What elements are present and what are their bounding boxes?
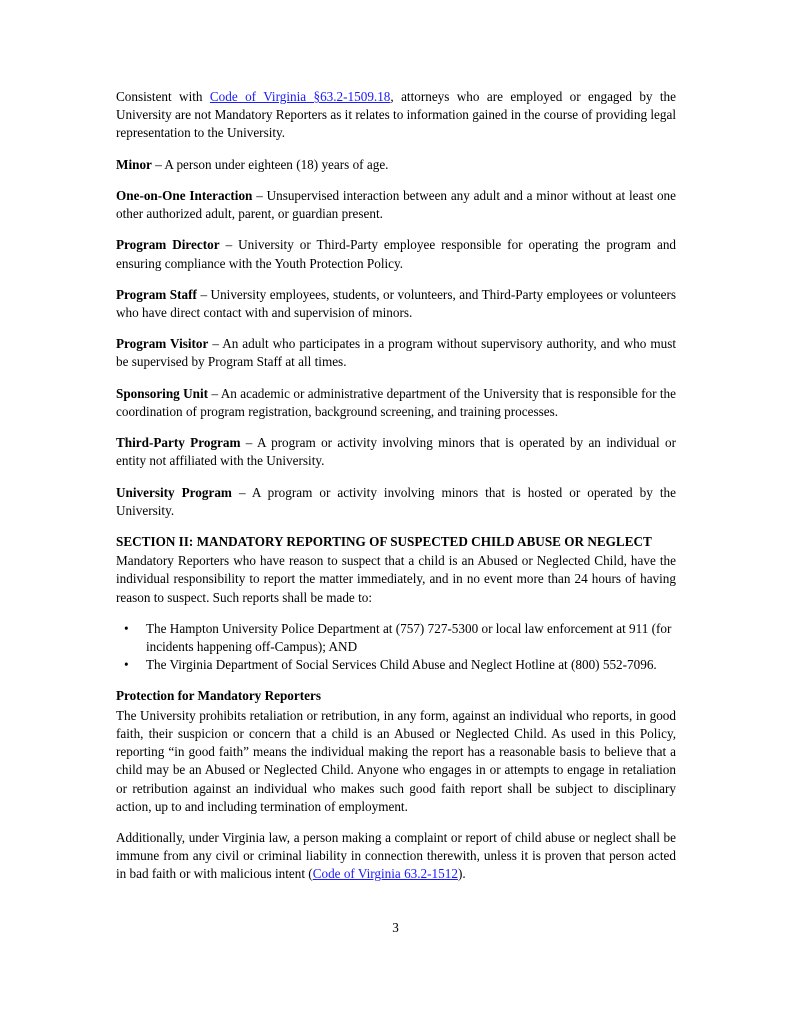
code-of-virginia-1512-link[interactable]: Code of Virginia 63.2-1512 (312, 866, 458, 882)
code-of-virginia-link[interactable]: Code of Virginia §63.2-1509.18 (209, 89, 391, 104)
list-item-text: The Hampton University Police Department at (757) 727-5300 or local law enforcement at 911 (for incidents happening off-Campus); AND (146, 620, 672, 655)
paragraph-lead-text: Consistent with (116, 89, 210, 104)
definition-term: Program Visitor (116, 336, 209, 352)
definition-text: – A program or activity involving minors that is hosted or operated by the University. (116, 484, 676, 518)
definition-text: – University employees, students, or volunteers, and Third-Party employees or volunteers who have direct contact with and supervision of minors. (116, 286, 676, 320)
list-item (124, 620, 676, 656)
definition-text: – A program or activity involving minors that is operated by an individual or entity not affiliated with the University. (116, 435, 676, 469)
immunity-tail-text: ). (457, 866, 466, 882)
protection-body: The University prohibits retaliation or retribution, in any form, against an individual who reports, in good faith, their suspicion or concern that a child is an Abused or Neglected Child. As used in this Policy, reporting “in good faith” means the individual making the report has a reasonable basis to believe that a child may be an Abused or Neglected Child. Anyone who engages in or attempts to engage in retaliation or retribution against an individual who makes such good faith report shall be subject to disciplinary action, up to and including termination of employment. (116, 707, 676, 814)
definition-term: One-on-One Interaction (116, 187, 253, 203)
list-item-text: The Virginia Department of Social Services Child Abuse and Neglect Hotline at (800) 552-7096. (146, 657, 657, 673)
immunity-paragraph (116, 829, 676, 884)
section-ii-intro: Mandatory Reporters who have reason to suspect that a child is an Abused or Neglected Child, have the individual responsibility to report the matter immediately, and in no event more than 24 hours of having reason to suspect. Such reports shall be made to: (116, 553, 676, 605)
bullet-icon: • (124, 620, 129, 636)
paragraph-attorneys (116, 88, 676, 143)
definition-one-on-one-interaction (116, 187, 676, 223)
definition-term: Minor (116, 156, 152, 172)
definition-program-staff (116, 286, 676, 322)
definition-sponsoring-unit (116, 385, 676, 421)
bullet-icon: • (124, 657, 129, 673)
definition-text: – Unsupervised interaction between any adult and a minor without at least one other authorized adult, parent, or guardian present. (116, 187, 676, 222)
definition-term: Third-Party Program (116, 435, 241, 451)
definition-text: – University or Third-Party employee responsible for operating the program and ensuring compliance with the Youth Protection Policy. (116, 237, 677, 271)
definition-term: University Program (116, 484, 232, 500)
definition-third-party-program (116, 434, 676, 470)
list-item (124, 656, 676, 674)
paragraph-rest-text: , attorneys who are employed or engaged by the University are not Mandatory Reporters as it relates to information gained in the course of providing legal representation to the University. (116, 89, 676, 141)
definition-term: Program Director (116, 237, 220, 253)
section-ii-heading: SECTION II: MANDATORY REPORTING OF SUSPECTED CHILD ABUSE OR NEGLECT (116, 533, 652, 549)
definition-program-director (116, 236, 676, 272)
definition-text: – An adult who participates in a program without supervisory authority, and who must be supervised by Program Staff at all times. (116, 336, 676, 370)
definition-term: Sponsoring Unit (116, 385, 209, 401)
definition-minor (116, 156, 676, 174)
protection-heading: Protection for Mandatory Reporters (116, 688, 321, 704)
definition-term: Program Staff (116, 286, 197, 302)
definition-program-visitor (116, 335, 676, 371)
immunity-lead-text: Additionally, under Virginia law, a person making a complaint or report of child abuse or neglect shall be immune from any civil or criminal liability in connection therewith, unless it is proven that person acted in bad faith or with malicious intent ( (116, 830, 676, 882)
definition-text: – An academic or administrative department of the University that is responsible for the coordination of program registration, background screening, and training processes. (116, 385, 676, 419)
page-number: 3 (392, 920, 399, 935)
definition-university-program (116, 484, 676, 520)
reporting-contacts-list (116, 620, 676, 675)
definition-text: – A person under eighteen (18) years of age. (151, 156, 389, 172)
document-body (116, 88, 676, 884)
